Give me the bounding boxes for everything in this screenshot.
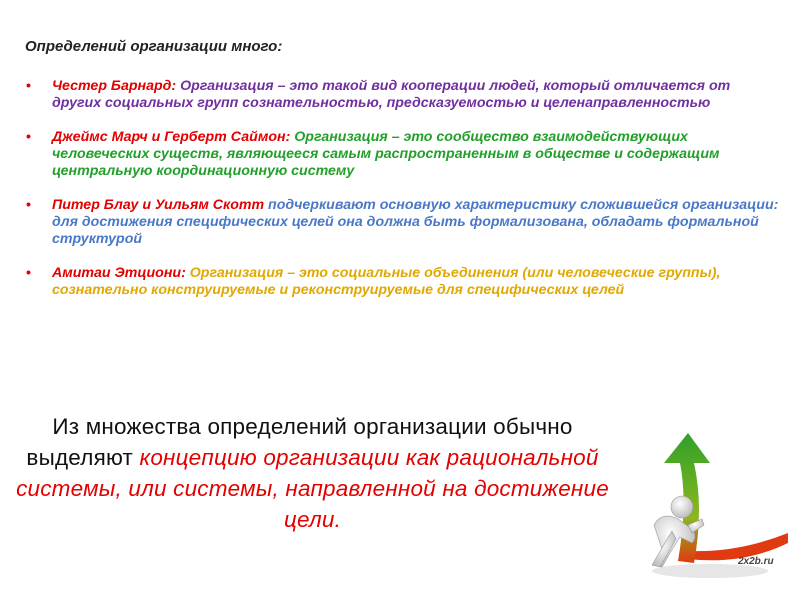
definition-author: Питер Блау и Уильям Скотт xyxy=(52,197,265,213)
summary-text xyxy=(10,411,615,535)
definition-text: подчеркивают основную характеристику сложившейся организации: для достижения специфических целей она должна быть формализована, обладать формальной структурой xyxy=(52,197,779,247)
summary-plain: Из множества определений организации обычно выделяют xyxy=(26,414,573,470)
definition-author: Амитаи Этциони: xyxy=(52,265,186,281)
definition-text: Организация – это сообщество взаимодействующих человеческих существ, являющееся самым распространенным в обществе и содержащим центральную координационную систему xyxy=(52,129,720,179)
definition-author: Честер Барнард: xyxy=(52,78,177,94)
bullet-icon: • xyxy=(26,197,31,213)
definition-item-march-simon xyxy=(22,129,782,180)
definition-author: Джеймс Марч и Герберт Саймон: xyxy=(52,129,291,145)
bullet-icon: • xyxy=(26,265,31,281)
bullet-icon: • xyxy=(26,78,31,94)
summary-highlight: концепцию организации как рациональной системы, или системы, направленной на достижение цели. xyxy=(16,445,609,532)
definitions-list xyxy=(22,78,782,316)
definition-item-blau-scott xyxy=(22,197,782,248)
watermark: 2x2b.ru xyxy=(738,556,774,567)
slide-heading: Определений организации много: xyxy=(25,38,283,55)
definition-item-barnard xyxy=(22,78,782,112)
definition-text: Организация – это такой вид кооперации людей, который отличается от других социальных групп сознательностью, предсказуемостью и целенаправленностью xyxy=(52,78,731,111)
definition-item-etzioni xyxy=(22,265,782,299)
definition-text: Организация – это социальные объединения (или человеческие группы), сознательно конструируемые и реконструируемые для специфических целей xyxy=(52,265,721,298)
bullet-icon: • xyxy=(26,129,31,145)
